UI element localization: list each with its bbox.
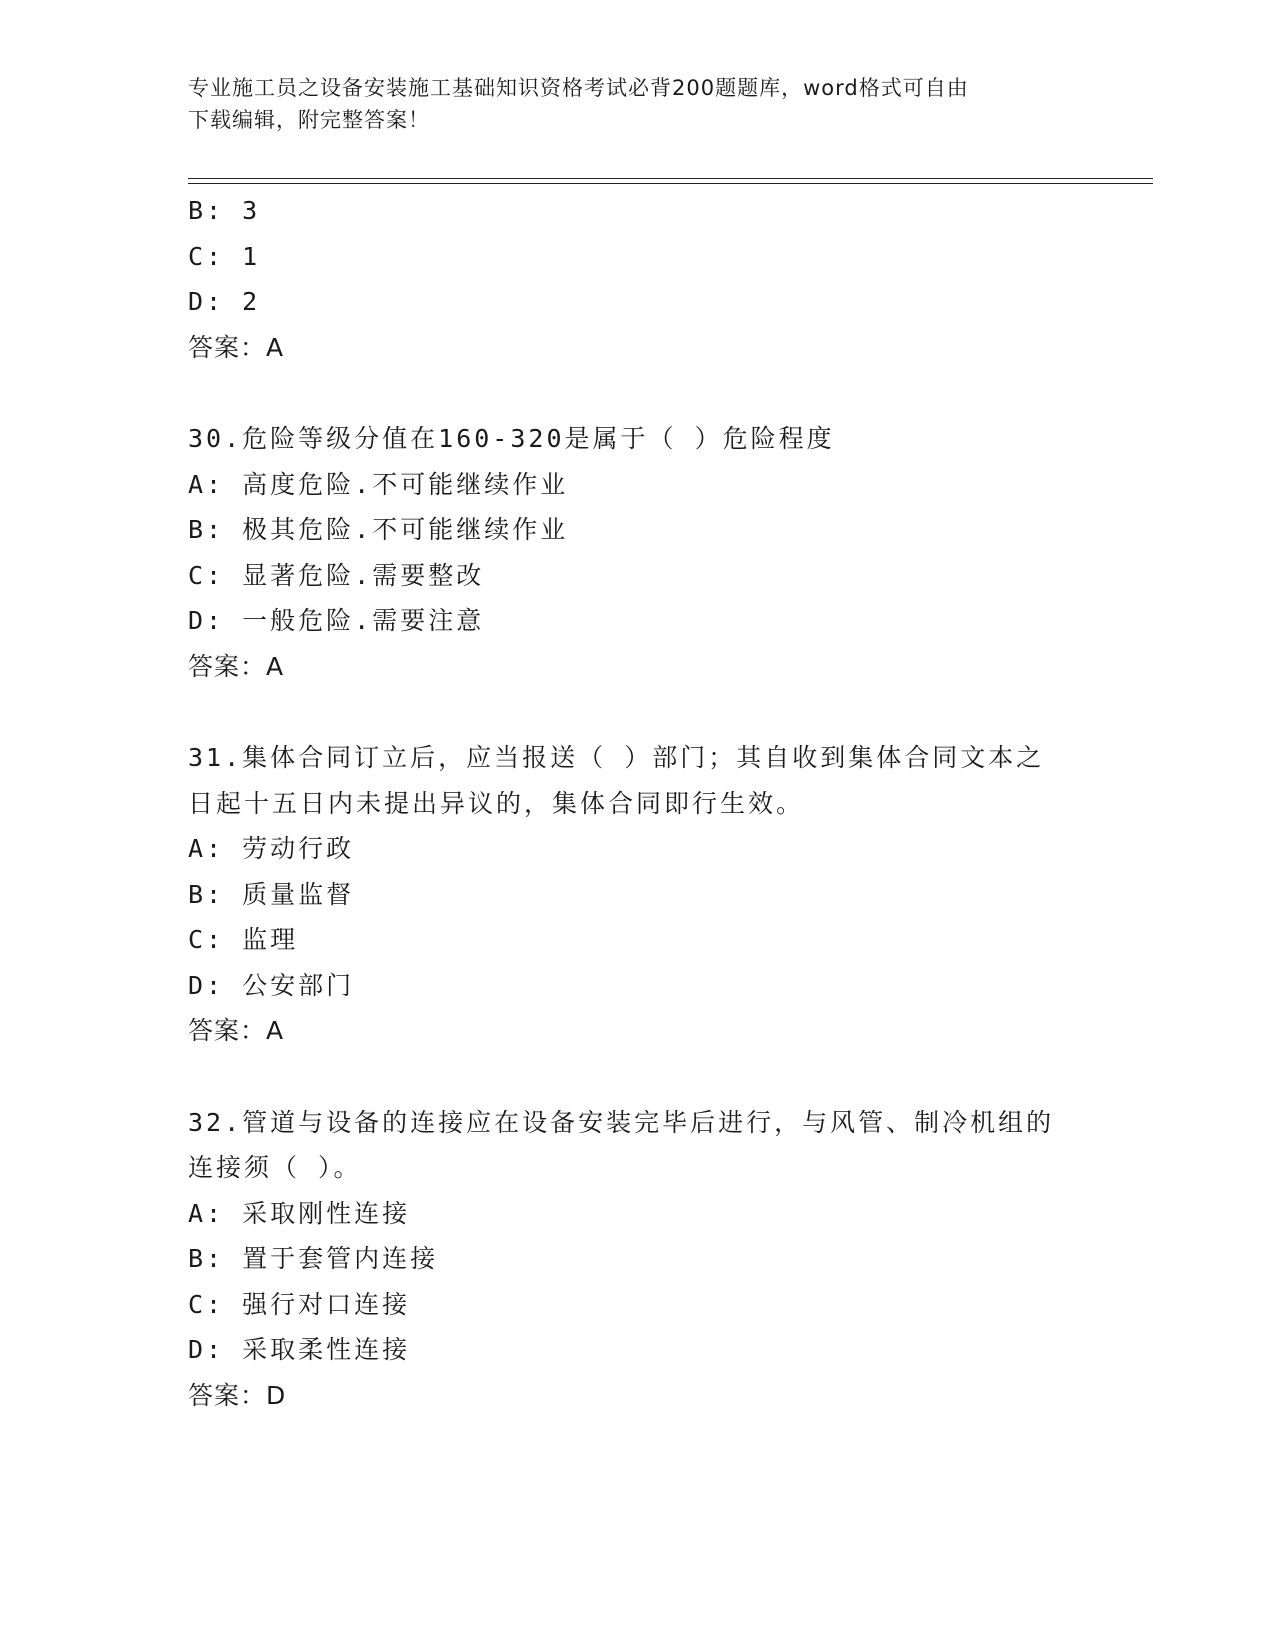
question-list xyxy=(188,188,1088,1418)
option-d: D: 公安部门 xyxy=(188,970,355,1000)
answer-line: 答案：D xyxy=(188,1380,287,1410)
option-d: D: 一般危险.需要注意 xyxy=(188,606,485,635)
option-c: C: 监理 xyxy=(188,925,299,954)
header-divider-bottom xyxy=(188,183,1153,184)
option-b: B: 置于套管内连接 xyxy=(188,1244,439,1273)
question-text: 31.集体合同订立后，应当报送（ ）部门；其自收到集体合同文本之 xyxy=(188,743,1045,772)
question-text-cont: 日起十五日内未提出异议的，集体合同即行生效。 xyxy=(188,788,805,818)
answer-line: 答案：A xyxy=(188,332,285,362)
option-c: C: 强行对口连接 xyxy=(188,1289,411,1319)
option-c: C: 显著危险.需要整改 xyxy=(188,560,485,590)
document-header xyxy=(188,72,1088,136)
option-d: D: 采取柔性连接 xyxy=(188,1335,411,1364)
question-block-30 xyxy=(188,416,1088,689)
option-d: D: 2 xyxy=(188,287,261,316)
option-b: B: 质量监督 xyxy=(188,879,355,909)
header-divider-top xyxy=(188,178,1153,179)
question-block-prev xyxy=(188,188,1088,370)
option-b: B: 极其危险.不可能继续作业 xyxy=(188,515,569,544)
option-a: A: 高度危险.不可能继续作业 xyxy=(188,469,569,499)
question-text: 30.危险等级分值在160-320是属于（ ）危险程度 xyxy=(188,424,835,453)
option-b: B: 3 xyxy=(188,196,261,225)
question-text: 32.管道与设备的连接应在设备安装完毕后进行，与风管、制冷机组的 xyxy=(188,1107,1055,1137)
answer-line: 答案：A xyxy=(188,651,285,681)
question-text-cont: 连接须（ ）。 xyxy=(188,1153,362,1182)
question-block-32 xyxy=(188,1100,1088,1419)
question-block-31 xyxy=(188,735,1088,1054)
header-line-2: 下载编辑，附完整答案！ xyxy=(188,108,430,132)
option-c: C: 1 xyxy=(188,241,261,271)
option-a: A: 劳动行政 xyxy=(188,834,355,863)
answer-line: 答案：A xyxy=(188,1016,285,1045)
option-a: A: 采取刚性连接 xyxy=(188,1198,411,1228)
header-line-1: 专业施工员之设备安装施工基础知识资格考试必背200题题库，word格式可自由 xyxy=(188,76,969,100)
